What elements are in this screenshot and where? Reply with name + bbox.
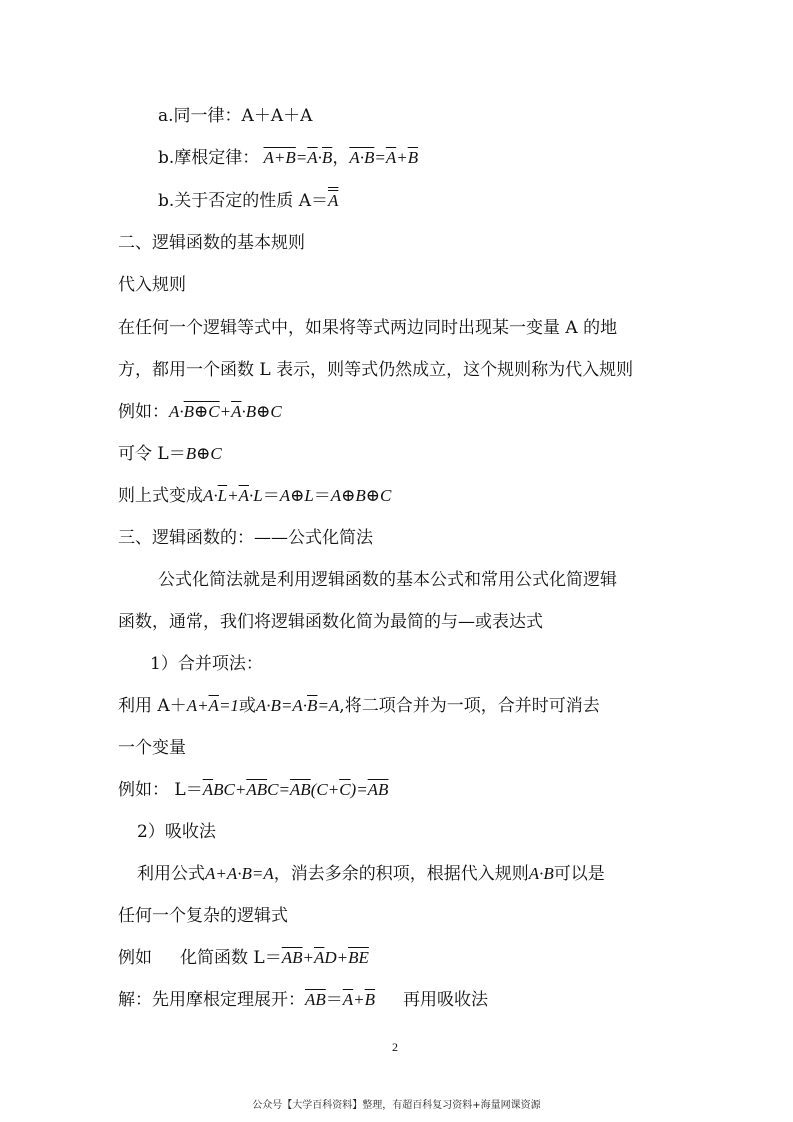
math-expr: A· (169, 402, 184, 421)
math-expr: A⊕L (279, 486, 314, 505)
math-expr: $\overline{A}$ (231, 402, 242, 421)
math-expr: $\overline{A}$ (238, 486, 249, 505)
paragraph-line: 在任何一个逻辑等式中，如果将等式两边同时出现某一变量 A 的地 (118, 318, 618, 338)
math-expr: A·B (349, 148, 375, 167)
text: 例如： (118, 402, 169, 422)
math-expr: $\overline{A}$ (385, 148, 397, 167)
math-expr: + (234, 780, 247, 799)
math-expr: · (317, 148, 322, 167)
math-expr: $\overline{B}$ (321, 148, 333, 167)
paragraph-line: 任何一个复杂的逻辑式 (118, 906, 288, 926)
transformed-line (118, 483, 391, 509)
text: ， (332, 148, 350, 168)
text: a.同一律： (158, 106, 242, 126)
text: 例如： L＝ (118, 780, 203, 800)
section-heading-2: 二、逻辑函数的基本规则 (118, 233, 305, 253)
math-expr: + (353, 990, 365, 1009)
math-expr: $\overline{B}$ (348, 948, 359, 967)
math-expr: $\overline{B}$ (307, 696, 318, 715)
math-expr: = (278, 780, 290, 799)
math-expr: (C+ (310, 780, 340, 799)
paragraph-line: 公式化简法就是利用逻辑函数的基本公式和常用公式化简逻辑 (158, 570, 617, 590)
math-expr: + (227, 486, 239, 505)
subheading-substitution: 代入规则 (118, 275, 186, 295)
math-expr: $\overline{AB}$ (246, 780, 268, 799)
math-expr: $\overline{AB}$ (305, 990, 326, 1009)
example-line-3 (118, 945, 369, 971)
subheading-absorption: 2）吸收法 (137, 822, 216, 842)
math-expr: $\overline{A}$ (208, 696, 219, 715)
text: b.关于否定的性质 A＝ (158, 191, 328, 211)
text: 解：先用摩根定理展开： (118, 990, 305, 1010)
math-expr: )= (350, 780, 368, 799)
math-expr: A· (203, 486, 218, 505)
math-expr: + (219, 402, 232, 421)
identity-law-line (158, 103, 312, 129)
math-expr: $\overline{AB}$ (367, 780, 389, 799)
math-expr: $\overline{A}$ (313, 948, 325, 967)
subheading-merge: 1）合并项法： (150, 654, 263, 674)
example-line-1 (118, 399, 282, 425)
math-expr: =A (317, 696, 340, 715)
math-expr: A·B=A· (255, 696, 308, 715)
math-expr: $\overline{A}$ (202, 780, 214, 799)
absorption-formula-line (137, 861, 605, 887)
paragraph-line: 方，都用一个函数 L 表示，则等式仍然成立，这个规则称为代入规则 (118, 360, 634, 380)
math-expr: D+ (324, 948, 349, 967)
footer-note: 公众号【大学百科资料】整理，有超百科复习资料+海量网课资源 (252, 1100, 541, 1111)
math-expr: = (295, 148, 308, 167)
merge-formula-line (118, 693, 600, 719)
text: 则上式变成 (118, 486, 203, 506)
math-expr: A (327, 191, 339, 210)
section-heading-3: 三、逻辑函数的：——公式化简法 (118, 528, 373, 548)
math-expr: A·B (528, 864, 554, 883)
math-expr: $\overline{C}$ (339, 780, 351, 799)
text: 可以是 (553, 864, 605, 884)
math-expr: = (374, 148, 386, 167)
math-expr: $\overline{L}$ (217, 486, 228, 505)
let-line (118, 441, 222, 467)
math-expr: A+ (186, 696, 209, 715)
text: 或 (238, 696, 256, 716)
page-number: 2 (392, 1040, 398, 1054)
demorgan-law-line (158, 145, 418, 171)
text: b.摩根定律： (158, 148, 260, 168)
math-expr: + (396, 148, 408, 167)
negation-property-line (158, 188, 338, 214)
math-expr: C (267, 780, 279, 799)
paragraph-line: 一个变量 (118, 738, 186, 758)
math-expr: $\overline{A}$ (307, 148, 318, 167)
math-expr: A+A·B=A (205, 864, 274, 883)
text: 利用公式 (137, 864, 205, 884)
example-line-2 (118, 777, 388, 803)
math-expr: BC (213, 780, 235, 799)
text: 利用 A＋ (118, 696, 187, 716)
math-expr: A+B (263, 148, 296, 167)
math-expr: $\overline{AB}$ (281, 948, 303, 967)
text: 化简函数 L＝ (180, 948, 282, 968)
math-expr: $\overline{E}$ (358, 948, 369, 967)
paragraph-line: 函数，通常，我们将逻辑函数化简为最简的与—或表达式 (118, 612, 543, 632)
math-expr: =1 (218, 696, 239, 715)
text: ＝ (313, 486, 331, 506)
math-expr: A⊕B⊕C (330, 486, 392, 505)
math-expr: B⊕C (183, 402, 220, 421)
math-expr: $\overline{B}$ (364, 990, 376, 1009)
math-expr: A＋A＋A (241, 106, 313, 126)
text: ＝ (325, 990, 343, 1010)
math-expr: B⊕C (185, 444, 222, 463)
math-expr: + (302, 948, 314, 967)
text: 例如 (118, 948, 152, 968)
math-expr: $\overline{A}$ (342, 990, 354, 1009)
math-expr: ·L (248, 486, 263, 505)
math-expr: ·B⊕C (241, 402, 282, 421)
text: ＝ (262, 486, 280, 506)
math-expr: $\overline{AB}$ (289, 780, 311, 799)
math-expr: $\overline{B}$ (407, 148, 419, 167)
text: ，消去多余的积项，根据代入规则 (273, 864, 529, 884)
solution-line (118, 987, 488, 1013)
text: ,将二项合并为一项，合并时可消去 (339, 696, 600, 716)
text: 再用吸收法 (403, 990, 489, 1010)
text: 可令 L＝ (118, 444, 186, 464)
